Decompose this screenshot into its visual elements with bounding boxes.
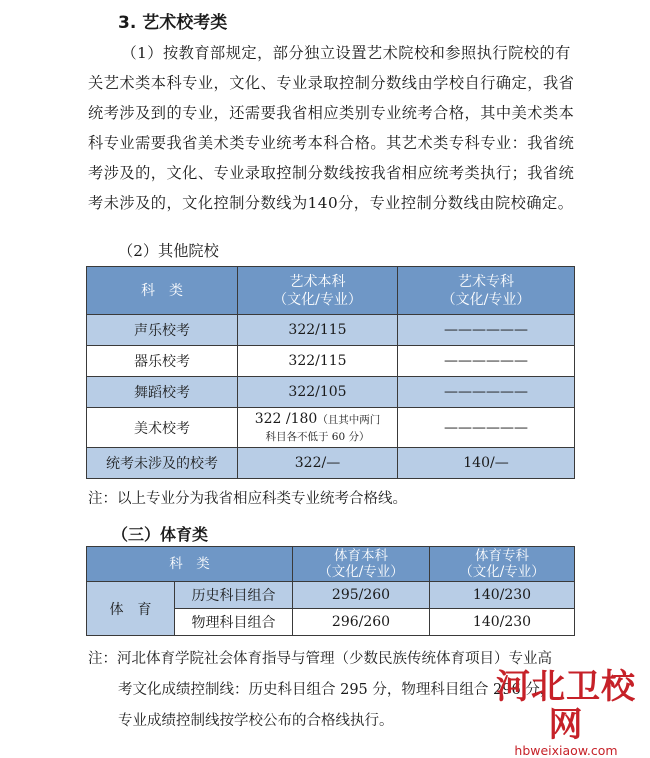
pe-note-line3: 专业成绩控制线按学校公布的合格线执行。 bbox=[118, 713, 394, 729]
header-art-junior: 艺术专科 （文化/专业） bbox=[398, 267, 575, 315]
row-bachelor-score: 322/105 bbox=[238, 377, 398, 408]
table-row bbox=[87, 346, 575, 377]
row-name: 美术校考 bbox=[87, 408, 238, 448]
row-bachelor-score: 295/260 bbox=[293, 582, 430, 609]
header-pe-junior: 体育专科 （文化/专业） bbox=[430, 547, 575, 582]
pe-note-line2: 考文化成绩控制线：历史科目组合 295 分，物理科目组合 296 分， bbox=[118, 682, 555, 698]
site-watermark bbox=[486, 668, 646, 758]
row-junior-score: 140/230 bbox=[430, 582, 575, 609]
row-name: 统考未涉及的校考 bbox=[87, 448, 238, 479]
section-heading-art: 3. 艺术校考类 bbox=[118, 13, 228, 33]
watermark-logo-text: 河北卫校网 bbox=[496, 667, 636, 745]
art-policy-text: （1）按教育部规定，部分独立设置艺术院校和参照执行院校的有关艺术类本科专业，文化、专业录取控制分数线由学校自行确定，我省统考涉及到的专业，还需要我省相应类别专业统考合格，其中美术类本科专业需要我省美术类专业统考本科合格。其艺术类专科专业：我省统考涉及的，文化、专业录取控制分数线按我省相应统考类执行；我省统考未涉及的，文化控制分数线为140分，专业控制分数线由院校确定。 bbox=[88, 44, 575, 212]
row-junior-score: 140/— bbox=[398, 448, 575, 479]
subsection-other-colleges: （2）其他院校 bbox=[118, 242, 219, 260]
table-row bbox=[87, 408, 575, 448]
group-label: 体 育 bbox=[87, 582, 175, 636]
row-name: 舞蹈校考 bbox=[87, 377, 238, 408]
row-bachelor-score: 296/260 bbox=[293, 609, 430, 636]
row-name: 历史科目组合 bbox=[175, 582, 293, 609]
row-bachelor-score: 322/— bbox=[238, 448, 398, 479]
table-row bbox=[87, 315, 575, 346]
section-heading-pe: （三）体育类 bbox=[112, 525, 209, 544]
watermark-url: hbweixiaow.com bbox=[514, 743, 618, 758]
header-category: 科 类 bbox=[87, 547, 293, 582]
table-row bbox=[87, 448, 575, 479]
row-bachelor-score: 322/115 bbox=[238, 346, 398, 377]
pe-score-table bbox=[86, 546, 575, 636]
row-bachelor-score: 322 /180（且其中两门 科目各不低于 60 分） bbox=[238, 408, 398, 448]
art-score-table bbox=[86, 266, 575, 479]
row-bachelor-score: 322/115 bbox=[238, 315, 398, 346]
table-note: 注：以上专业分为我省相应科类专业统考合格线。 bbox=[88, 491, 407, 507]
table-row bbox=[87, 582, 575, 609]
table-header-row bbox=[87, 267, 575, 315]
row-junior-score: —————— bbox=[398, 377, 575, 408]
row-name: 器乐校考 bbox=[87, 346, 238, 377]
table-row bbox=[87, 377, 575, 408]
header-pe-bachelor: 体育本科 （文化/专业） bbox=[293, 547, 430, 582]
table-header-row bbox=[87, 547, 575, 582]
header-art-bachelor: 艺术本科 （文化/专业） bbox=[238, 267, 398, 315]
row-junior-score: —————— bbox=[398, 315, 575, 346]
row-name: 物理科目组合 bbox=[175, 609, 293, 636]
art-policy-paragraph bbox=[88, 38, 586, 218]
row-junior-score: —————— bbox=[398, 346, 575, 377]
pe-note-line1: 注：河北体育学院社会体育指导与管理（少数民族传统体育项目）专业高 bbox=[88, 651, 552, 667]
row-name: 声乐校考 bbox=[87, 315, 238, 346]
row-junior-score: —————— bbox=[398, 408, 575, 448]
header-category: 科 类 bbox=[87, 267, 238, 315]
row-junior-score: 140/230 bbox=[430, 609, 575, 636]
